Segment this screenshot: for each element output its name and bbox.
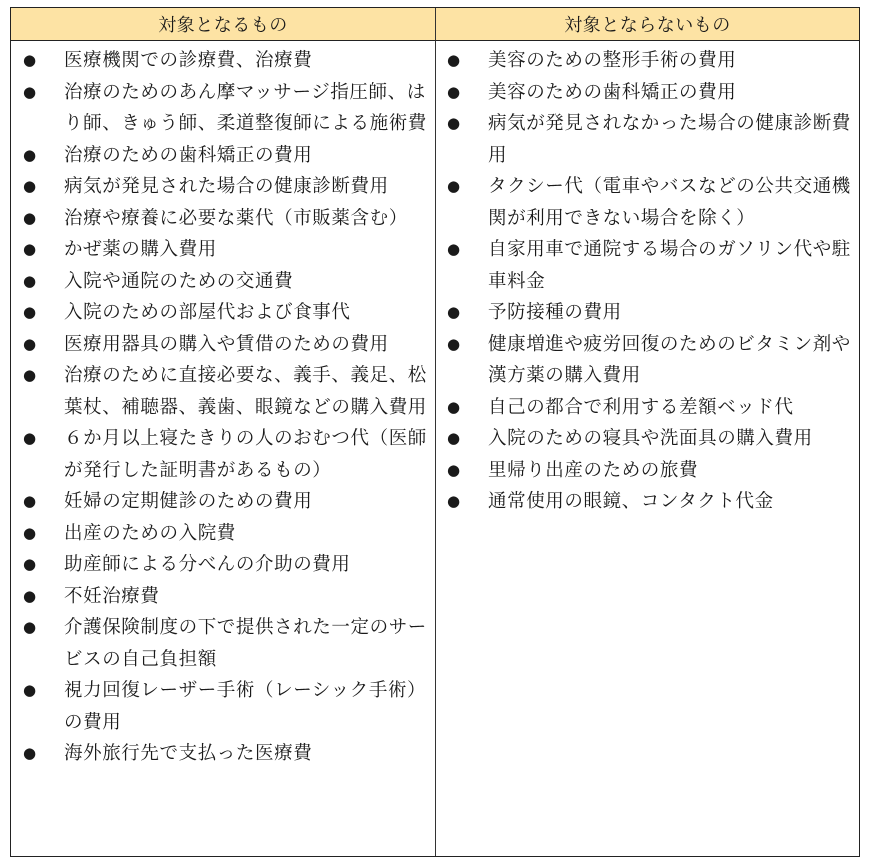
list-item <box>11 266 435 298</box>
list-item-text: 治療のためのあん摩マッサージ指圧師、はり師、きゅう師、柔道整復師による施術費 <box>64 81 427 134</box>
list-item <box>436 234 859 297</box>
bullet-icon: ● <box>23 366 37 384</box>
list-item-text: 自家用車で通院する場合のガソリン代や駐車料金 <box>488 239 851 292</box>
bullet-icon: ● <box>23 334 37 353</box>
bullet-icon: ● <box>23 82 37 101</box>
list-item <box>11 581 435 613</box>
list-item-text: 助産師による分べんの介助の費用 <box>64 554 351 575</box>
list-item <box>11 612 435 675</box>
bullet-icon: ● <box>23 208 37 227</box>
bullet-icon: ● <box>23 271 37 290</box>
list-item-text: 治療のために直接必要な、義手、義足、松葉杖、補聴器、義歯、眼鏡などの購入費用 <box>64 365 427 418</box>
list-item <box>436 392 859 424</box>
list-item-text: 里帰り出産のための旅費 <box>488 459 699 481</box>
bullet-icon: ● <box>23 492 37 510</box>
list-item <box>11 738 435 770</box>
bullet-icon: ● <box>447 240 461 258</box>
list-item-text: 治療のための歯科矯正の費用 <box>64 144 313 166</box>
list-item <box>11 329 435 361</box>
list-item-text: 健康増進や疲労回復のためのビタミン剤や漢方薬の購入費用 <box>488 333 851 386</box>
list-item <box>436 455 859 487</box>
list-item <box>11 518 435 550</box>
bullet-icon: ● <box>23 681 37 699</box>
bullet-icon: ● <box>23 145 37 164</box>
bullet-icon: ● <box>23 744 37 762</box>
list-item-text: 美容のための歯科矯正の費用 <box>488 81 737 103</box>
bullet-icon: ● <box>447 429 461 447</box>
list-item-text: 通常使用の眼鏡、コンタクト代金 <box>488 491 774 512</box>
list-item <box>436 297 859 329</box>
list-item-text: タクシー代（電車やバスなどの公共交通機関が利用できない場合を除く） <box>488 176 851 229</box>
bullet-icon: ● <box>447 51 461 69</box>
list-item-text: 入院のための部屋代および食事代 <box>64 302 351 323</box>
column-header-eligible-label: 対象となるもの <box>158 15 288 36</box>
column-header-ineligible-label: 対象とならないもの <box>564 15 731 36</box>
list-item <box>11 203 435 235</box>
list-item-text: 妊婦の定期健診のための費用 <box>64 491 313 512</box>
list-item <box>436 77 859 109</box>
list-item-text: 不妊治療費 <box>64 585 160 607</box>
bullet-icon: ● <box>23 240 37 258</box>
column-header-eligible <box>11 8 436 41</box>
eligible-items-cell <box>11 41 436 856</box>
list-item-text: 医療機関での診療費、治療費 <box>64 50 313 71</box>
list-item-text: 美容のための整形手術の費用 <box>488 50 737 71</box>
list-item-text: 自己の都合で利用する差額ベッド代 <box>488 396 794 418</box>
bullet-icon: ● <box>447 397 461 416</box>
bullet-icon: ● <box>447 82 461 101</box>
list-item <box>436 171 859 234</box>
list-item <box>436 329 859 392</box>
list-item-text: 病気が発見された場合の健康診断費用 <box>64 176 389 197</box>
list-item <box>11 45 435 77</box>
column-header-ineligible <box>436 8 859 41</box>
list-item <box>436 486 859 518</box>
bullet-icon: ● <box>447 303 461 321</box>
list-item-text: 入院や通院のための交通費 <box>64 270 294 292</box>
bullet-icon: ● <box>23 555 37 573</box>
list-item-text: かぜ薬の購入費用 <box>64 239 217 260</box>
list-item-text: 入院のための寝具や洗面具の購入費用 <box>488 428 813 449</box>
bullet-icon: ● <box>23 177 37 195</box>
list-item-text: 予防接種の費用 <box>488 302 622 323</box>
bullet-icon: ● <box>23 51 37 69</box>
list-item-text: 海外旅行先で支払った医療費 <box>64 743 313 764</box>
list-item <box>11 423 435 486</box>
list-item <box>436 45 859 77</box>
bullet-icon: ● <box>23 523 37 542</box>
list-item <box>11 549 435 581</box>
list-item <box>11 360 435 423</box>
bullet-icon: ● <box>447 492 461 510</box>
list-item <box>11 140 435 172</box>
list-item <box>436 108 859 171</box>
list-item-text: 視力回復レーザー手術（レーシック手術）の費用 <box>64 680 427 733</box>
ineligible-items-list <box>436 45 859 518</box>
list-item-text: ６か月以上寝たきりの人のおむつ代（医師が発行した証明書があるもの） <box>64 428 427 481</box>
list-item <box>11 77 435 140</box>
bullet-icon: ● <box>447 460 461 479</box>
bullet-icon: ● <box>23 586 37 605</box>
list-item-text: 病気が発見されなかった場合の健康診断費用 <box>488 113 851 166</box>
bullet-icon: ● <box>447 334 461 353</box>
list-item <box>11 486 435 518</box>
list-item <box>11 234 435 266</box>
list-item-text: 治療や療養に必要な薬代（市販薬含む） <box>64 207 408 229</box>
bullet-icon: ● <box>447 114 461 132</box>
list-item-text: 医療用器具の購入や賃借のための費用 <box>64 333 389 355</box>
bullet-icon: ● <box>23 618 37 636</box>
list-item <box>11 171 435 203</box>
list-item <box>436 423 859 455</box>
list-item <box>11 297 435 329</box>
list-item-text: 出産のための入院費 <box>64 522 236 544</box>
eligible-items-list <box>11 45 435 770</box>
bullet-icon: ● <box>23 303 37 321</box>
medical-expense-deduction-table <box>10 7 860 857</box>
bullet-icon: ● <box>447 177 461 195</box>
ineligible-items-cell <box>436 41 859 856</box>
bullet-icon: ● <box>23 429 37 447</box>
list-item <box>11 675 435 738</box>
list-item-text: 介護保険制度の下で提供された一定のサービスの自己負担額 <box>64 617 427 670</box>
